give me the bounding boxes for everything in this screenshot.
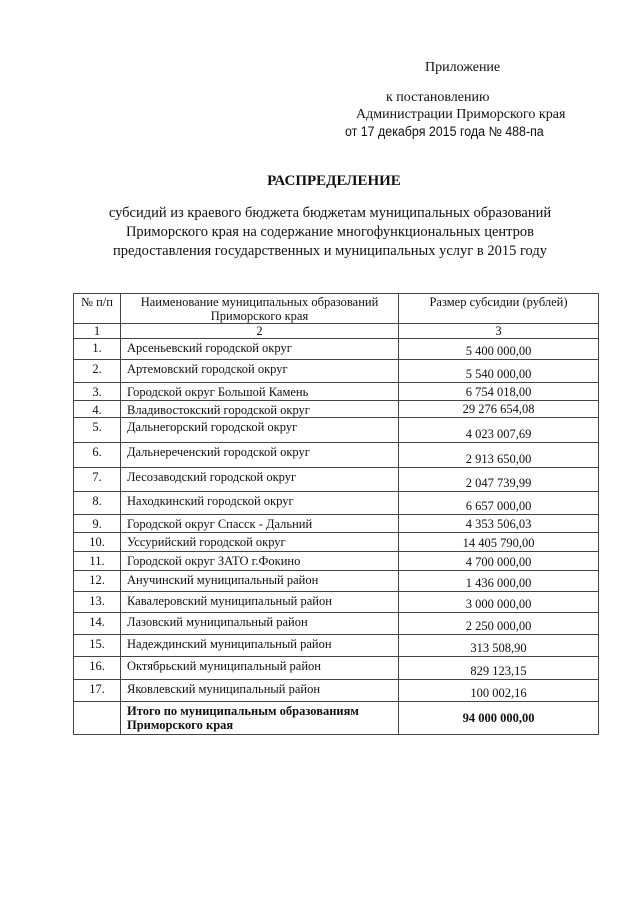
table-row [74, 515, 599, 533]
row-municipality: Арсеньевский городской округ [121, 339, 399, 360]
index-3: 3 [399, 324, 599, 339]
row-municipality: Городской округ Большой Камень [121, 383, 399, 401]
row-municipality: Находкинский городской округ [121, 492, 399, 515]
table-row [74, 401, 599, 418]
row-municipality: Артемовский городской округ [121, 360, 399, 383]
row-subsidy: 29 276 654,08 [399, 401, 599, 418]
document-title: РАСПРЕДЕЛЕНИЕ [267, 173, 401, 189]
row-number: 3. [74, 383, 121, 401]
row-subsidy: 2 913 650,00 [399, 443, 599, 468]
table-row [74, 383, 599, 401]
row-subsidy: 4 023 007,69 [399, 418, 599, 443]
row-subsidy: 5 540 000,00 [399, 360, 599, 383]
row-number: 13. [74, 592, 121, 613]
row-municipality: Яковлевский муниципальный район [121, 680, 399, 702]
table-row [74, 339, 599, 360]
header-sum: Размер субсидии (рублей) [399, 294, 599, 324]
row-municipality: Лесозаводский городской округ [121, 468, 399, 492]
row-number: 16. [74, 657, 121, 680]
resolution-date-number: от 17 декабря 2015 года № 488-па [345, 124, 544, 139]
table-row [74, 657, 599, 680]
resolution-label: к постановлению [386, 90, 490, 105]
row-municipality: Дальнегорский городской округ [121, 418, 399, 443]
table-row [74, 468, 599, 492]
index-2: 2 [121, 324, 399, 339]
row-subsidy: 100 002,16 [399, 680, 599, 702]
row-subsidy: 14 405 790,00 [399, 533, 599, 552]
row-subsidy: 313 508,90 [399, 635, 599, 657]
row-number: 6. [74, 443, 121, 468]
table-row [74, 418, 599, 443]
subtitle-line-2: Приморского края на содержание многофункциональных центров [125, 224, 535, 240]
table-row [74, 552, 599, 571]
row-municipality: Городской округ ЗАТО г.Фокино [121, 552, 399, 571]
row-municipality: Лазовский муниципальный район [121, 613, 399, 635]
table-header-row [74, 294, 599, 324]
row-number: 1. [74, 339, 121, 360]
subtitle-line-1: субсидий из краевого бюджета бюджетам муниципальных образований [108, 205, 552, 221]
row-subsidy: 2 250 000,00 [399, 613, 599, 635]
table-row [74, 571, 599, 592]
row-number: 17. [74, 680, 121, 702]
total-sum: 94 000 000,00 [399, 702, 599, 735]
row-number: 14. [74, 613, 121, 635]
table-row [74, 592, 599, 613]
row-number: 8. [74, 492, 121, 515]
row-subsidy: 3 000 000,00 [399, 592, 599, 613]
row-municipality: Городской округ Спасск - Дальний [121, 515, 399, 533]
row-number: 11. [74, 552, 121, 571]
header-name: Наименование муниципальных образований Приморского края [121, 294, 399, 324]
table-row [74, 680, 599, 702]
row-number: 12. [74, 571, 121, 592]
table-row [74, 360, 599, 383]
row-number: 10. [74, 533, 121, 552]
total-number [74, 702, 121, 735]
row-municipality: Уссурийский городской округ [121, 533, 399, 552]
table-row [74, 533, 599, 552]
row-number: 9. [74, 515, 121, 533]
row-number: 5. [74, 418, 121, 443]
table-row [74, 443, 599, 468]
row-subsidy: 4 353 506,03 [399, 515, 599, 533]
table-row [74, 492, 599, 515]
row-number: 4. [74, 401, 121, 418]
table-row [74, 635, 599, 657]
row-subsidy: 2 047 739,99 [399, 468, 599, 492]
row-number: 2. [74, 360, 121, 383]
index-1: 1 [74, 324, 121, 339]
header-number: № п/п [74, 294, 121, 324]
row-subsidy: 1 436 000,00 [399, 571, 599, 592]
row-subsidy: 6 657 000,00 [399, 492, 599, 515]
row-number: 7. [74, 468, 121, 492]
subsidy-table [73, 293, 599, 735]
administration-label: Администрации Приморского края [356, 107, 566, 122]
row-municipality: Надеждинский муниципальный район [121, 635, 399, 657]
table-row [74, 613, 599, 635]
total-label: Итого по муниципальным образованиям Приморского края [121, 702, 399, 735]
row-subsidy: 5 400 000,00 [399, 339, 599, 360]
table-index-row [74, 324, 599, 339]
row-municipality: Владивостокский городской округ [121, 401, 399, 418]
row-subsidy: 829 123,15 [399, 657, 599, 680]
row-municipality: Дальнереченский городской округ [121, 443, 399, 468]
row-municipality: Кавалеровский муниципальный район [121, 592, 399, 613]
row-subsidy: 4 700 000,00 [399, 552, 599, 571]
row-number: 15. [74, 635, 121, 657]
subtitle-line-3: предоставления государственных и муниципальных услуг в 2015 году [112, 243, 547, 259]
row-municipality: Анучинский муниципальный район [121, 571, 399, 592]
appendix-label: Приложение [425, 60, 501, 75]
row-subsidy: 6 754 018,00 [399, 383, 599, 401]
table-total-row [74, 702, 599, 735]
row-municipality: Октябрьский муниципальный район [121, 657, 399, 680]
